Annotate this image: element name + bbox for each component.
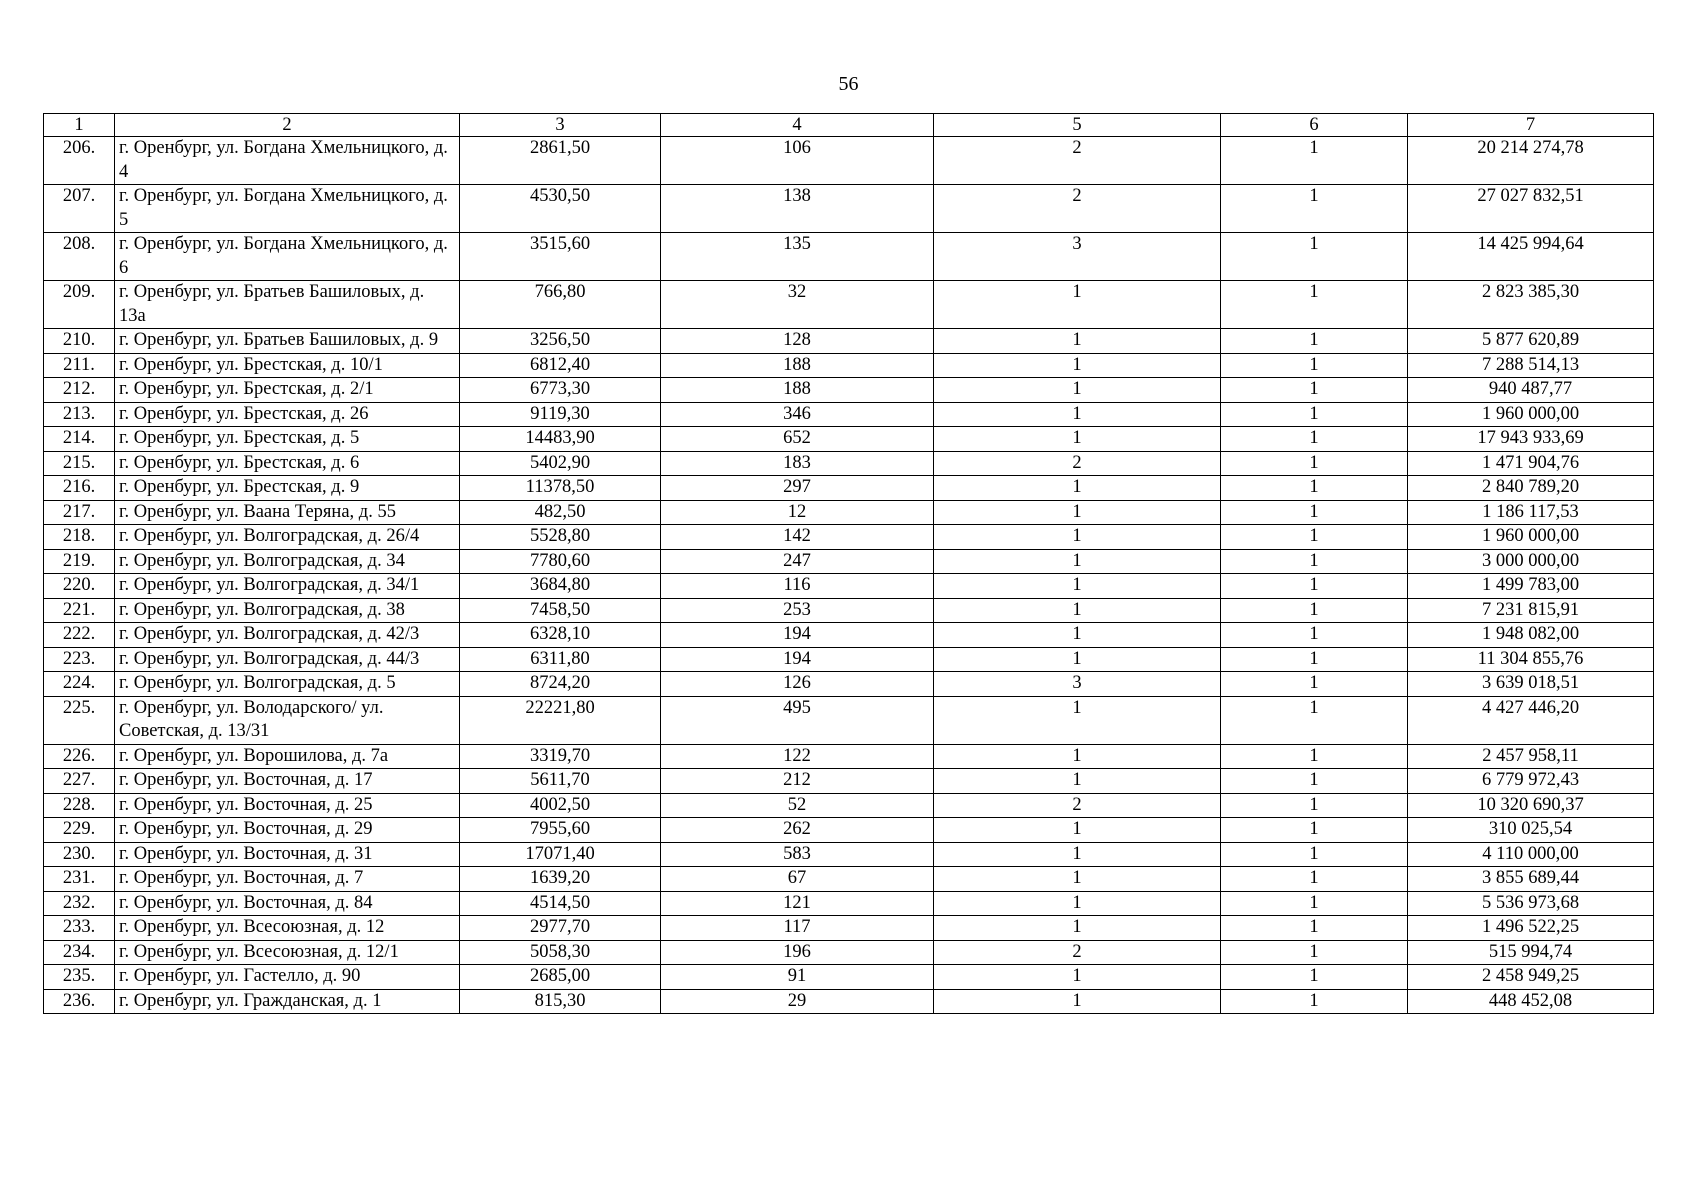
address-cell: г. Оренбург, ул. Гастелло, д. 90	[115, 965, 460, 990]
table-row	[44, 233, 1654, 281]
area-cell: 5528,80	[460, 525, 661, 550]
residents-cell: 297	[661, 476, 934, 501]
row-number-cell: 222.	[44, 623, 115, 648]
residents-cell: 652	[661, 427, 934, 452]
address-cell: г. Оренбург, ул. Волгоградская, д. 44/3	[115, 647, 460, 672]
area-cell: 5402,90	[460, 451, 661, 476]
table-row	[44, 867, 1654, 892]
area-cell: 7458,50	[460, 598, 661, 623]
row-number-cell: 231.	[44, 867, 115, 892]
address-cell: г. Оренбург, ул. Восточная, д. 17	[115, 769, 460, 794]
amount-cell: 310 025,54	[1408, 818, 1654, 843]
col5-cell: 1	[934, 891, 1221, 916]
row-number-cell: 216.	[44, 476, 115, 501]
col6-cell: 1	[1221, 353, 1408, 378]
amount-cell: 1 960 000,00	[1408, 402, 1654, 427]
amount-cell: 1 496 522,25	[1408, 916, 1654, 941]
col6-cell: 1	[1221, 793, 1408, 818]
residents-cell: 253	[661, 598, 934, 623]
address-cell: г. Оренбург, ул. Брестская, д. 5	[115, 427, 460, 452]
col5-cell: 1	[934, 329, 1221, 354]
row-number-cell: 209.	[44, 281, 115, 329]
address-cell: г. Оренбург, ул. Восточная, д. 25	[115, 793, 460, 818]
table-row	[44, 378, 1654, 403]
row-number-cell: 232.	[44, 891, 115, 916]
residents-cell: 188	[661, 378, 934, 403]
area-cell: 17071,40	[460, 842, 661, 867]
col5-cell: 1	[934, 769, 1221, 794]
amount-cell: 515 994,74	[1408, 940, 1654, 965]
residents-cell: 194	[661, 623, 934, 648]
col6-cell: 1	[1221, 867, 1408, 892]
residents-cell: 91	[661, 965, 934, 990]
amount-cell: 4 427 446,20	[1408, 696, 1654, 744]
col5-cell: 2	[934, 940, 1221, 965]
page-number: 56	[838, 73, 859, 95]
col6-cell: 1	[1221, 598, 1408, 623]
address-cell: г. Оренбург, ул. Ворошилова, д. 7а	[115, 744, 460, 769]
col5-cell: 1	[934, 476, 1221, 501]
address-cell: г. Оренбург, ул. Восточная, д. 31	[115, 842, 460, 867]
column-header: 2	[115, 114, 460, 137]
table-row	[44, 402, 1654, 427]
amount-cell: 6 779 972,43	[1408, 769, 1654, 794]
col6-cell: 1	[1221, 185, 1408, 233]
residents-cell: 106	[661, 137, 934, 185]
col5-cell: 1	[934, 965, 1221, 990]
row-number-cell: 236.	[44, 989, 115, 1014]
residents-cell: 116	[661, 574, 934, 599]
residents-cell: 128	[661, 329, 934, 354]
col5-cell: 1	[934, 696, 1221, 744]
area-cell: 4002,50	[460, 793, 661, 818]
table-row	[44, 185, 1654, 233]
amount-cell: 27 027 832,51	[1408, 185, 1654, 233]
address-cell: г. Оренбург, ул. Брестская, д. 9	[115, 476, 460, 501]
row-number-cell: 211.	[44, 353, 115, 378]
residents-cell: 121	[661, 891, 934, 916]
address-cell: г. Оренбург, ул. Восточная, д. 84	[115, 891, 460, 916]
col6-cell: 1	[1221, 233, 1408, 281]
table-row	[44, 647, 1654, 672]
col5-cell: 1	[934, 500, 1221, 525]
area-cell: 2685,00	[460, 965, 661, 990]
table-row	[44, 329, 1654, 354]
row-number-cell: 230.	[44, 842, 115, 867]
col5-cell: 1	[934, 402, 1221, 427]
col5-cell: 1	[934, 574, 1221, 599]
address-cell: г. Оренбург, ул. Брестская, д. 6	[115, 451, 460, 476]
row-number-cell: 215.	[44, 451, 115, 476]
area-cell: 4514,50	[460, 891, 661, 916]
row-number-cell: 212.	[44, 378, 115, 403]
amount-cell: 1 186 117,53	[1408, 500, 1654, 525]
table-row	[44, 672, 1654, 697]
col5-cell: 3	[934, 672, 1221, 697]
amount-cell: 1 471 904,76	[1408, 451, 1654, 476]
col6-cell: 1	[1221, 842, 1408, 867]
row-number-cell: 206.	[44, 137, 115, 185]
area-cell: 6311,80	[460, 647, 661, 672]
amount-cell: 20 214 274,78	[1408, 137, 1654, 185]
table-row	[44, 574, 1654, 599]
amount-cell: 940 487,77	[1408, 378, 1654, 403]
amount-cell: 2 823 385,30	[1408, 281, 1654, 329]
area-cell: 815,30	[460, 989, 661, 1014]
address-cell: г. Оренбург, ул. Богдана Хмельницкого, д. 6	[115, 233, 460, 281]
amount-cell: 448 452,08	[1408, 989, 1654, 1014]
area-cell: 6328,10	[460, 623, 661, 648]
area-cell: 4530,50	[460, 185, 661, 233]
table-row	[44, 281, 1654, 329]
col5-cell: 1	[934, 744, 1221, 769]
col6-cell: 1	[1221, 525, 1408, 550]
amount-cell: 4 110 000,00	[1408, 842, 1654, 867]
table-row	[44, 769, 1654, 794]
row-number-cell: 210.	[44, 329, 115, 354]
amount-cell: 2 458 949,25	[1408, 965, 1654, 990]
col6-cell: 1	[1221, 891, 1408, 916]
col6-cell: 1	[1221, 137, 1408, 185]
table-row	[44, 940, 1654, 965]
area-cell: 22221,80	[460, 696, 661, 744]
amount-cell: 7 288 514,13	[1408, 353, 1654, 378]
col5-cell: 2	[934, 793, 1221, 818]
row-number-cell: 221.	[44, 598, 115, 623]
row-number-cell: 218.	[44, 525, 115, 550]
address-cell: г. Оренбург, ул. Брестская, д. 2/1	[115, 378, 460, 403]
area-cell: 9119,30	[460, 402, 661, 427]
column-header: 5	[934, 114, 1221, 137]
table-header	[44, 114, 1654, 137]
amount-cell: 1 960 000,00	[1408, 525, 1654, 550]
area-cell: 8724,20	[460, 672, 661, 697]
col5-cell: 2	[934, 137, 1221, 185]
residents-cell: 32	[661, 281, 934, 329]
row-number-cell: 224.	[44, 672, 115, 697]
col6-cell: 1	[1221, 451, 1408, 476]
address-cell: г. Оренбург, ул. Ваана Теряна, д. 55	[115, 500, 460, 525]
col6-cell: 1	[1221, 769, 1408, 794]
residents-cell: 212	[661, 769, 934, 794]
col6-cell: 1	[1221, 965, 1408, 990]
amount-cell: 1 948 082,00	[1408, 623, 1654, 648]
address-cell: г. Оренбург, ул. Братьев Башиловых, д. 9	[115, 329, 460, 354]
amount-cell: 3 639 018,51	[1408, 672, 1654, 697]
row-number-cell: 213.	[44, 402, 115, 427]
residents-cell: 495	[661, 696, 934, 744]
address-cell: г. Оренбург, ул. Восточная, д. 29	[115, 818, 460, 843]
col5-cell: 1	[934, 427, 1221, 452]
row-number-cell: 220.	[44, 574, 115, 599]
table-row	[44, 793, 1654, 818]
table-row	[44, 427, 1654, 452]
column-header: 1	[44, 114, 115, 137]
col6-cell: 1	[1221, 744, 1408, 769]
area-cell: 7780,60	[460, 549, 661, 574]
area-cell: 5611,70	[460, 769, 661, 794]
address-cell: г. Оренбург, ул. Богдана Хмельницкого, д. 4	[115, 137, 460, 185]
col6-cell: 1	[1221, 378, 1408, 403]
col5-cell: 1	[934, 353, 1221, 378]
col5-cell: 2	[934, 451, 1221, 476]
area-cell: 3319,70	[460, 744, 661, 769]
amount-cell: 5 536 973,68	[1408, 891, 1654, 916]
col5-cell: 1	[934, 378, 1221, 403]
residents-cell: 67	[661, 867, 934, 892]
amount-cell: 11 304 855,76	[1408, 647, 1654, 672]
area-cell: 11378,50	[460, 476, 661, 501]
col6-cell: 1	[1221, 940, 1408, 965]
address-cell: г. Оренбург, ул. Братьев Башиловых, д. 13а	[115, 281, 460, 329]
residents-cell: 194	[661, 647, 934, 672]
area-cell: 14483,90	[460, 427, 661, 452]
table-row	[44, 525, 1654, 550]
amount-cell: 1 499 783,00	[1408, 574, 1654, 599]
area-cell: 2861,50	[460, 137, 661, 185]
row-number-cell: 228.	[44, 793, 115, 818]
area-cell: 7955,60	[460, 818, 661, 843]
table-row	[44, 916, 1654, 941]
col6-cell: 1	[1221, 818, 1408, 843]
residents-cell: 196	[661, 940, 934, 965]
col6-cell: 1	[1221, 647, 1408, 672]
table-row	[44, 137, 1654, 185]
residents-cell: 12	[661, 500, 934, 525]
address-cell: г. Оренбург, ул. Всесоюзная, д. 12	[115, 916, 460, 941]
col6-cell: 1	[1221, 329, 1408, 354]
table-row	[44, 353, 1654, 378]
residents-cell: 346	[661, 402, 934, 427]
col6-cell: 1	[1221, 623, 1408, 648]
residents-cell: 122	[661, 744, 934, 769]
row-number-cell: 217.	[44, 500, 115, 525]
col6-cell: 1	[1221, 574, 1408, 599]
address-cell: г. Оренбург, ул. Волгоградская, д. 26/4	[115, 525, 460, 550]
table-row	[44, 623, 1654, 648]
table-row	[44, 989, 1654, 1014]
row-number-cell: 219.	[44, 549, 115, 574]
row-number-cell: 226.	[44, 744, 115, 769]
amount-cell: 2 457 958,11	[1408, 744, 1654, 769]
address-cell: г. Оренбург, ул. Богдана Хмельницкого, д. 5	[115, 185, 460, 233]
amount-cell: 3 855 689,44	[1408, 867, 1654, 892]
residents-cell: 247	[661, 549, 934, 574]
col6-cell: 1	[1221, 672, 1408, 697]
address-cell: г. Оренбург, ул. Володарского/ ул. Советская, д. 13/31	[115, 696, 460, 744]
header-row	[44, 114, 1654, 137]
row-number-cell: 223.	[44, 647, 115, 672]
row-number-cell: 207.	[44, 185, 115, 233]
col6-cell: 1	[1221, 427, 1408, 452]
col5-cell: 1	[934, 647, 1221, 672]
address-cell: г. Оренбург, ул. Волгоградская, д. 5	[115, 672, 460, 697]
col5-cell: 1	[934, 549, 1221, 574]
col5-cell: 1	[934, 867, 1221, 892]
residents-cell: 583	[661, 842, 934, 867]
amount-cell: 3 000 000,00	[1408, 549, 1654, 574]
area-cell: 1639,20	[460, 867, 661, 892]
row-number-cell: 225.	[44, 696, 115, 744]
column-header: 6	[1221, 114, 1408, 137]
table-row	[44, 451, 1654, 476]
registry-table	[43, 113, 1654, 1014]
row-number-cell: 233.	[44, 916, 115, 941]
amount-cell: 17 943 933,69	[1408, 427, 1654, 452]
address-cell: г. Оренбург, ул. Всесоюзная, д. 12/1	[115, 940, 460, 965]
residents-cell: 138	[661, 185, 934, 233]
address-cell: г. Оренбург, ул. Волгоградская, д. 38	[115, 598, 460, 623]
row-number-cell: 214.	[44, 427, 115, 452]
area-cell: 3256,50	[460, 329, 661, 354]
row-number-cell: 234.	[44, 940, 115, 965]
column-header: 3	[460, 114, 661, 137]
col6-cell: 1	[1221, 696, 1408, 744]
residents-cell: 135	[661, 233, 934, 281]
residents-cell: 183	[661, 451, 934, 476]
col6-cell: 1	[1221, 500, 1408, 525]
address-cell: г. Оренбург, ул. Гражданская, д. 1	[115, 989, 460, 1014]
residents-cell: 117	[661, 916, 934, 941]
area-cell: 6812,40	[460, 353, 661, 378]
col5-cell: 3	[934, 233, 1221, 281]
col5-cell: 2	[934, 185, 1221, 233]
col5-cell: 1	[934, 818, 1221, 843]
table-row	[44, 549, 1654, 574]
address-cell: г. Оренбург, ул. Брестская, д. 26	[115, 402, 460, 427]
area-cell: 6773,30	[460, 378, 661, 403]
address-cell: г. Оренбург, ул. Волгоградская, д. 42/3	[115, 623, 460, 648]
col6-cell: 1	[1221, 402, 1408, 427]
area-cell: 2977,70	[460, 916, 661, 941]
col5-cell: 1	[934, 842, 1221, 867]
amount-cell: 7 231 815,91	[1408, 598, 1654, 623]
column-header: 4	[661, 114, 934, 137]
col5-cell: 1	[934, 598, 1221, 623]
col5-cell: 1	[934, 989, 1221, 1014]
residents-cell: 188	[661, 353, 934, 378]
col6-cell: 1	[1221, 989, 1408, 1014]
col5-cell: 1	[934, 623, 1221, 648]
col5-cell: 1	[934, 281, 1221, 329]
area-cell: 3515,60	[460, 233, 661, 281]
table-row	[44, 598, 1654, 623]
residents-cell: 126	[661, 672, 934, 697]
col5-cell: 1	[934, 916, 1221, 941]
area-cell: 482,50	[460, 500, 661, 525]
area-cell: 3684,80	[460, 574, 661, 599]
table-row	[44, 818, 1654, 843]
row-number-cell: 235.	[44, 965, 115, 990]
residents-cell: 262	[661, 818, 934, 843]
table-row	[44, 891, 1654, 916]
row-number-cell: 229.	[44, 818, 115, 843]
amount-cell: 2 840 789,20	[1408, 476, 1654, 501]
col6-cell: 1	[1221, 916, 1408, 941]
table-body	[44, 137, 1654, 1014]
col6-cell: 1	[1221, 549, 1408, 574]
col6-cell: 1	[1221, 281, 1408, 329]
table-row	[44, 476, 1654, 501]
amount-cell: 10 320 690,37	[1408, 793, 1654, 818]
address-cell: г. Оренбург, ул. Волгоградская, д. 34/1	[115, 574, 460, 599]
address-cell: г. Оренбург, ул. Восточная, д. 7	[115, 867, 460, 892]
amount-cell: 14 425 994,64	[1408, 233, 1654, 281]
residents-cell: 52	[661, 793, 934, 818]
col5-cell: 1	[934, 525, 1221, 550]
table-row	[44, 965, 1654, 990]
area-cell: 5058,30	[460, 940, 661, 965]
table-row	[44, 500, 1654, 525]
table-row	[44, 744, 1654, 769]
table-row	[44, 696, 1654, 744]
amount-cell: 5 877 620,89	[1408, 329, 1654, 354]
residents-cell: 29	[661, 989, 934, 1014]
address-cell: г. Оренбург, ул. Брестская, д. 10/1	[115, 353, 460, 378]
column-header: 7	[1408, 114, 1654, 137]
col6-cell: 1	[1221, 476, 1408, 501]
row-number-cell: 227.	[44, 769, 115, 794]
address-cell: г. Оренбург, ул. Волгоградская, д. 34	[115, 549, 460, 574]
row-number-cell: 208.	[44, 233, 115, 281]
area-cell: 766,80	[460, 281, 661, 329]
table-row	[44, 842, 1654, 867]
residents-cell: 142	[661, 525, 934, 550]
